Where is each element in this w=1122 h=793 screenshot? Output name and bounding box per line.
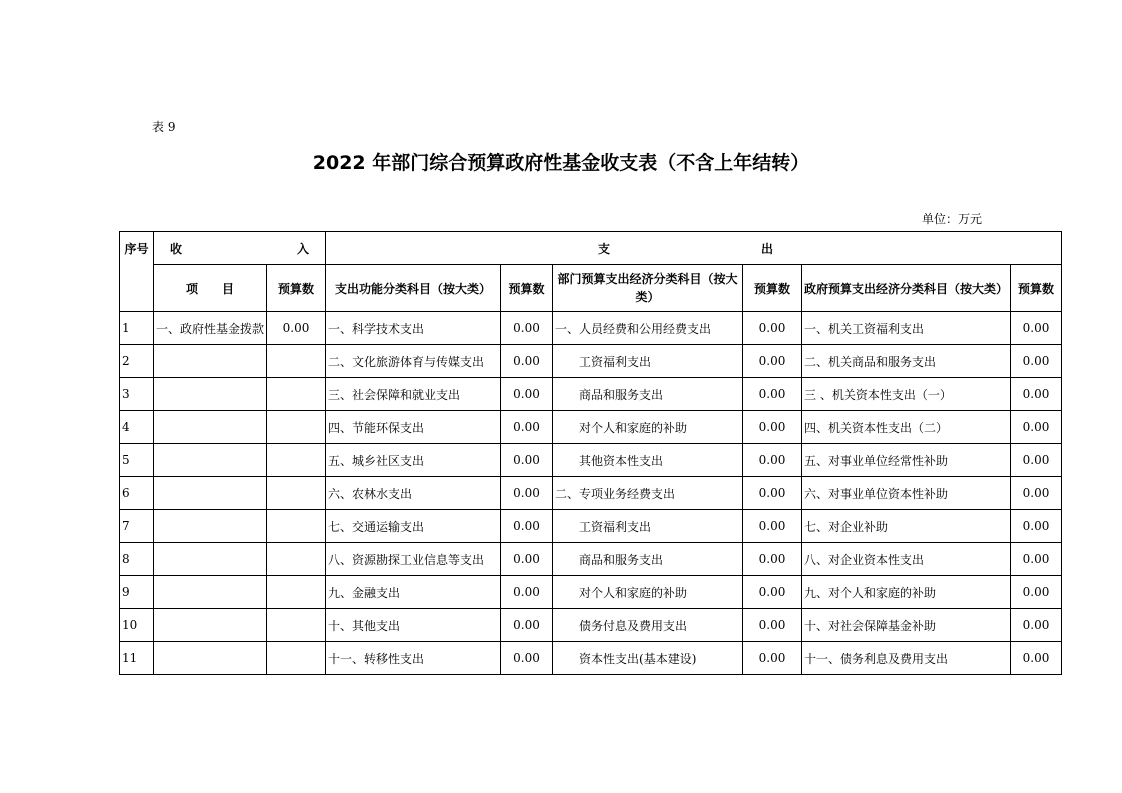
func-class-cell: 十、其他支出: [326, 609, 501, 642]
income-item-cell: 一、政府性基金拨款: [154, 312, 267, 345]
table-row: [120, 543, 1062, 576]
item-budget-header: 预算数: [267, 265, 326, 312]
dept-amount-cell: 0.00: [743, 378, 802, 411]
dept-amount-cell: 0.00: [743, 312, 802, 345]
func-amount-cell: 0.00: [501, 444, 553, 477]
income-item-cell: [154, 378, 267, 411]
income-amount-cell: [267, 345, 326, 378]
table-row: [120, 477, 1062, 510]
dept-econ-cell: 工资福利支出: [553, 510, 743, 543]
func-amount-cell: 0.00: [501, 312, 553, 345]
func-class-cell: 三、社会保障和就业支出: [326, 378, 501, 411]
income-item-cell: [154, 477, 267, 510]
gov-econ-cell: 十一、债务利息及费用支出: [802, 642, 1011, 675]
table-row: [120, 345, 1062, 378]
seq-cell: 10: [120, 609, 154, 642]
gov-econ-cell: 五、对事业单位经常性补助: [802, 444, 1011, 477]
gov-econ-cell: 九、对个人和家庭的补助: [802, 576, 1011, 609]
seq-header: 序号: [120, 232, 154, 312]
gov-econ-cell: 二、机关商品和服务支出: [802, 345, 1011, 378]
table-row: [120, 609, 1062, 642]
page-title: 2022 年部门综合预算政府性基金收支表（不含上年结转）: [312, 152, 810, 174]
dept-amount-cell: 0.00: [743, 543, 802, 576]
func-class-cell: 六、农林水支出: [326, 477, 501, 510]
func-class-cell: 十一、转移性支出: [326, 642, 501, 675]
expense-header-left: 支: [598, 241, 611, 256]
dept-amount-cell: 0.00: [743, 576, 802, 609]
func-class-cell: 四、节能环保支出: [326, 411, 501, 444]
header-row-2: [120, 265, 1062, 312]
income-amount-cell: 0.00: [267, 312, 326, 345]
dept-econ-cell: 其他资本性支出: [553, 444, 743, 477]
income-header-left: 收: [170, 241, 183, 256]
dept-amount-cell: 0.00: [743, 444, 802, 477]
income-item-cell: [154, 609, 267, 642]
func-amount-cell: 0.00: [501, 345, 553, 378]
header-row-1: [120, 232, 1062, 265]
func-amount-cell: 0.00: [501, 411, 553, 444]
income-amount-cell: [267, 543, 326, 576]
gov-econ-cell: 六、对事业单位资本性补助: [802, 477, 1011, 510]
gov-amount-cell: 0.00: [1011, 378, 1062, 411]
gov-amount-cell: 0.00: [1011, 345, 1062, 378]
income-amount-cell: [267, 576, 326, 609]
gov-econ-cell: 四、机关资本性支出（二）: [802, 411, 1011, 444]
dept-amount-cell: 0.00: [743, 642, 802, 675]
func-class-cell: 二、文化旅游体育与传媒支出: [326, 345, 501, 378]
func-class-header: 支出功能分类科目（按大类）: [326, 265, 501, 312]
table-row: [120, 411, 1062, 444]
gov-budget-header: 预算数: [1011, 265, 1062, 312]
func-class-cell: 五、城乡社区支出: [326, 444, 501, 477]
dept-econ-cell: 工资福利支出: [553, 345, 743, 378]
dept-econ-header: 部门预算支出经济分类科目（按大类）: [553, 265, 743, 312]
gov-econ-cell: 七、对企业补助: [802, 510, 1011, 543]
gov-amount-cell: 0.00: [1011, 642, 1062, 675]
seq-cell: 8: [120, 543, 154, 576]
income-item-cell: [154, 444, 267, 477]
table-row: [120, 378, 1062, 411]
gov-econ-cell: 一、机关工资福利支出: [802, 312, 1011, 345]
income-item-cell: [154, 642, 267, 675]
table-row: [120, 312, 1062, 345]
gov-amount-cell: 0.00: [1011, 510, 1062, 543]
func-amount-cell: 0.00: [501, 609, 553, 642]
dept-amount-cell: 0.00: [743, 609, 802, 642]
gov-amount-cell: 0.00: [1011, 312, 1062, 345]
func-amount-cell: 0.00: [501, 576, 553, 609]
income-item-cell: [154, 543, 267, 576]
income-amount-cell: [267, 378, 326, 411]
seq-cell: 9: [120, 576, 154, 609]
gov-econ-header: 政府预算支出经济分类科目（按大类）: [802, 265, 1011, 312]
gov-econ-cell: 十、对社会保障基金补助: [802, 609, 1011, 642]
income-item-cell: [154, 345, 267, 378]
income-item-cell: [154, 411, 267, 444]
func-class-cell: 七、交通运输支出: [326, 510, 501, 543]
gov-amount-cell: 0.00: [1011, 477, 1062, 510]
gov-amount-cell: 0.00: [1011, 576, 1062, 609]
func-amount-cell: 0.00: [501, 378, 553, 411]
unit-label: 单位：万元: [922, 212, 983, 226]
income-amount-cell: [267, 444, 326, 477]
dept-amount-cell: 0.00: [743, 510, 802, 543]
income-amount-cell: [267, 411, 326, 444]
func-amount-cell: 0.00: [501, 477, 553, 510]
gov-amount-cell: 0.00: [1011, 609, 1062, 642]
dept-econ-cell: 对个人和家庭的补助: [553, 411, 743, 444]
dept-econ-cell: 资本性支出(基本建设): [553, 642, 743, 675]
income-amount-cell: [267, 609, 326, 642]
budget-table: [119, 231, 1062, 675]
func-class-cell: 一、科学技术支出: [326, 312, 501, 345]
seq-cell: 6: [120, 477, 154, 510]
func-class-cell: 九、金融支出: [326, 576, 501, 609]
gov-amount-cell: 0.00: [1011, 411, 1062, 444]
seq-cell: 3: [120, 378, 154, 411]
dept-econ-cell: 商品和服务支出: [553, 378, 743, 411]
gov-amount-cell: 0.00: [1011, 543, 1062, 576]
dept-amount-cell: 0.00: [743, 411, 802, 444]
table-row: [120, 576, 1062, 609]
func-amount-cell: 0.00: [501, 543, 553, 576]
func-amount-cell: 0.00: [501, 642, 553, 675]
seq-cell: 1: [120, 312, 154, 345]
table-row: [120, 642, 1062, 675]
dept-budget-header: 预算数: [743, 265, 802, 312]
dept-amount-cell: 0.00: [743, 345, 802, 378]
table-label: 表 9: [152, 120, 176, 134]
dept-econ-cell: 一、人员经费和公用经费支出: [553, 312, 743, 345]
dept-econ-cell: 债务付息及费用支出: [553, 609, 743, 642]
gov-amount-cell: 0.00: [1011, 444, 1062, 477]
expense-header-right: 出: [761, 241, 774, 256]
table-row: [120, 444, 1062, 477]
seq-cell: 5: [120, 444, 154, 477]
income-amount-cell: [267, 477, 326, 510]
dept-econ-cell: 二、专项业务经费支出: [553, 477, 743, 510]
income-item-cell: [154, 576, 267, 609]
income-amount-cell: [267, 510, 326, 543]
func-class-cell: 八、资源勘探工业信息等支出: [326, 543, 501, 576]
income-header: [154, 232, 326, 265]
func-budget-header: 预算数: [501, 265, 553, 312]
table-row: [120, 510, 1062, 543]
dept-econ-cell: 商品和服务支出: [553, 543, 743, 576]
item-header: 项 目: [154, 265, 267, 312]
dept-econ-cell: 对个人和家庭的补助: [553, 576, 743, 609]
seq-cell: 7: [120, 510, 154, 543]
income-item-cell: [154, 510, 267, 543]
seq-cell: 11: [120, 642, 154, 675]
seq-cell: 4: [120, 411, 154, 444]
expense-header: [326, 232, 1062, 265]
seq-cell: 2: [120, 345, 154, 378]
dept-amount-cell: 0.00: [743, 477, 802, 510]
income-header-right: 入: [297, 241, 310, 256]
gov-econ-cell: 八、对企业资本性支出: [802, 543, 1011, 576]
func-amount-cell: 0.00: [501, 510, 553, 543]
income-amount-cell: [267, 642, 326, 675]
gov-econ-cell: 三 、机关资本性支出（一）: [802, 378, 1011, 411]
